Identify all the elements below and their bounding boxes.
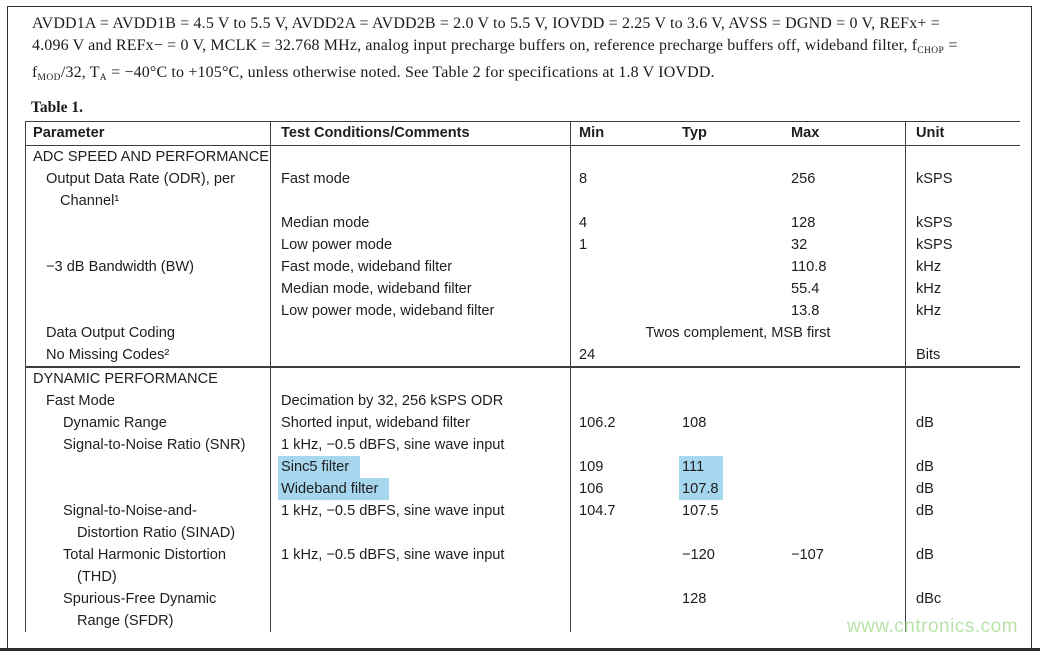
parameter-text: Dynamic Range [63,415,167,431]
unit-cell: dB [916,503,934,519]
unit-cell: kSPS [916,237,953,253]
max-cell: 32 [791,237,808,253]
typ-cell [676,478,786,500]
min-cell [571,146,676,168]
min-cell [571,588,676,632]
condition-text: Low power mode [281,237,393,253]
values-cell [571,478,906,500]
conditions-cell [271,478,571,500]
max-cell: 128 [791,215,816,231]
max-cell [786,456,905,478]
typ-cell: 107.5 [682,503,719,519]
parameter-cell [26,234,271,256]
max-cell [786,412,905,434]
col-header-parameter: Parameter [26,122,271,145]
conditions-cell [271,390,571,412]
conditions-cell [271,412,571,434]
typ-cell [676,256,786,278]
parameter-cell [26,588,271,632]
parameter-cell [26,478,271,500]
typ-cell [676,146,786,168]
table-row [26,412,1020,434]
typ-cell [676,278,786,300]
parameter-text: Output Data Rate (ODR), per [46,171,235,187]
parameter-text: Total Harmonic Distortion [63,547,227,563]
note-text: /32, T [60,64,100,81]
note-line-3 [32,62,1017,89]
values-cell [571,256,906,278]
max-cell [786,344,905,366]
unit-cell: kHz [916,281,942,297]
typ-cell [676,234,786,256]
table-row [26,234,1020,256]
note-text: f [32,64,38,81]
typ-cell [676,300,786,322]
parameter-text: Spurious-Free Dynamic [63,591,217,607]
unit-cell [906,322,1021,344]
parameter-cell [26,368,271,390]
min-cell: 8 [579,171,588,187]
max-cell [786,478,905,500]
unit-cell: dB [916,459,934,475]
conditions-cell [271,434,571,456]
min-cell [571,368,676,390]
min-cell: 109 [579,459,604,475]
condition-text: Shorted input, wideband filter [281,415,471,431]
parameter-text: Range (SFDR) [77,613,174,629]
values-cell [571,300,906,322]
note-text: AVDD1A = AVDD1B = 4.5 V to 5.5 V, AVDD2A = AVDD2B = 2.0 V to 5.5 V, IOVDD = 2.25 V to 3.6 V, AVSS = DGND = 0 V, REFx+ = [32,15,940,32]
table-row [26,212,1020,234]
max-cell: 256 [791,171,816,187]
parameter-cell [26,300,271,322]
values-cell [571,212,906,234]
unit-cell: dBc [916,591,942,607]
unit-cell: kSPS [916,171,953,187]
parameter-text: Channel¹ [60,193,120,209]
values-cell [571,234,906,256]
max-cell [786,146,905,168]
unit-cell [906,390,1021,412]
conditions-cell [271,212,571,234]
unit-cell: kHz [916,303,942,319]
note-line-2 [32,35,1017,62]
values-cell [571,434,906,456]
col-header-values [571,122,906,145]
table-row [26,434,1020,456]
subscript-text: CHOP [917,46,945,56]
col-header-max: Max [791,125,820,141]
values-cell [571,390,906,412]
conditions-cell [271,256,571,278]
max-cell: −107 [791,547,824,563]
condition-text: Low power mode, wideband filter [281,303,495,319]
unit-cell: dB [916,415,934,431]
subscript-text: A [99,73,107,83]
parameter-text: −3 dB Bandwidth (BW) [46,259,195,275]
operating-conditions-note [32,13,1017,89]
max-cell: 110.8 [791,259,827,275]
parameter-cell [26,278,271,300]
section-row [26,366,1020,390]
condition-text: 1 kHz, −0.5 dBFS, sine wave input [281,503,505,519]
section-label: DYNAMIC PERFORMANCE [33,371,218,387]
max-cell: 13.8 [791,303,820,319]
typ-cell [676,456,786,478]
table-row [26,322,1020,344]
values-cell [571,278,906,300]
col-header-typ: Typ [682,125,707,141]
condition-text: Median mode [281,215,370,231]
parameter-cell [26,434,271,456]
conditions-cell [271,544,571,588]
section-label: ADC SPEED AND PERFORMANCE [33,149,269,165]
parameter-cell [26,168,271,212]
table-row [26,256,1020,278]
table-row [26,544,1020,588]
spanned-value: Twos complement, MSB first [645,325,831,341]
parameter-cell [26,500,271,544]
unit-cell [906,368,1021,390]
min-cell [571,544,676,588]
min-cell: 106.2 [579,415,616,431]
typ-cell [676,368,786,390]
conditions-cell [271,300,571,322]
unit-cell: kHz [916,259,942,275]
table-body [26,146,1020,632]
unit-cell: kSPS [916,215,953,231]
unit-cell [906,146,1021,168]
min-cell: 106 [579,481,604,497]
spec-table [25,121,1020,632]
min-cell [571,300,676,322]
values-cell [571,412,906,434]
parameter-text: Data Output Coding [46,325,175,341]
values-cell [571,544,906,588]
parameter-text: No Missing Codes² [46,347,170,363]
condition-text: 1 kHz, −0.5 dBFS, sine wave input [281,437,505,453]
table-row [26,390,1020,412]
min-cell [571,256,676,278]
parameter-text: (THD) [77,569,117,585]
max-cell [786,434,905,456]
table-title: Table 1. [31,99,83,116]
parameter-cell [26,344,271,366]
typ-cell: 108 [682,415,707,431]
note-text: = −40°C to +105°C, unless otherwise noted. See Table 2 for specifications at 1.8 V IOVDD. [106,64,715,81]
parameter-cell [26,390,271,412]
watermark: www.cntronics.com [846,616,1018,637]
table-row [26,168,1020,212]
typ-cell [676,434,786,456]
conditions-cell [271,168,571,212]
conditions-cell [271,368,571,390]
parameter-text: Distortion Ratio (SINAD) [77,525,236,541]
unit-cell: dB [916,481,934,497]
values-cell [571,368,906,390]
min-cell: 1 [579,237,588,253]
typ-cell [676,390,786,412]
min-cell [571,278,676,300]
parameter-cell [26,456,271,478]
unit-cell: dB [916,547,934,563]
table-row [26,278,1020,300]
condition-text: Fast mode, wideband filter [281,259,453,275]
table-row [26,300,1020,322]
typ-cell: −120 [682,547,715,563]
max-cell [786,500,905,544]
condition-text: Median mode, wideband filter [281,281,472,297]
parameter-cell [26,322,271,344]
min-cell [571,434,676,456]
highlighted-typ-value: 107.8 [679,478,723,500]
parameter-cell [26,256,271,278]
section-row [26,146,1020,168]
parameter-text: Fast Mode [46,393,115,409]
conditions-cell [271,500,571,544]
table-row [26,344,1020,366]
condition-text: Fast mode [281,171,350,187]
highlighted-condition: Sinc5 filter [278,456,360,478]
page-bottom-rule [0,648,1040,651]
values-cell [571,500,906,544]
values-cell [571,168,906,212]
conditions-cell [271,278,571,300]
max-cell [786,368,905,390]
min-cell: 24 [579,347,596,363]
conditions-cell [271,588,571,632]
note-text: 4.096 V and REFx− = 0 V, MCLK = 32.768 MHz, analog input precharge buffers on, reference precharge buffers off, wideband filter, f [32,37,918,54]
parameter-text: Signal-to-Noise Ratio (SNR) [63,437,246,453]
min-cell: 104.7 [579,503,616,519]
values-cell [571,322,906,344]
col-header-unit: Unit [916,125,945,141]
values-cell [571,456,906,478]
highlighted-typ-value: 111 [679,456,723,478]
typ-cell [676,212,786,234]
typ-cell: 128 [682,591,707,607]
values-cell [571,146,906,168]
conditions-cell [271,456,571,478]
condition-text: 1 kHz, −0.5 dBFS, sine wave input [281,547,505,563]
conditions-cell [271,344,571,366]
parameter-cell [26,212,271,234]
condition-text: Decimation by 32, 256 kSPS ODR [281,393,504,409]
highlighted-condition: Wideband filter [278,478,389,500]
note-text: = [944,37,958,54]
parameter-cell [26,146,271,168]
typ-cell [676,168,786,212]
conditions-cell [271,234,571,256]
note-line-1 [32,13,1017,35]
subscript-text: MOD [37,73,61,83]
max-cell [786,390,905,412]
col-header-conditions: Test Conditions/Comments [271,122,571,145]
values-cell [571,344,906,366]
col-header-min: Min [579,125,605,141]
parameter-text: Signal-to-Noise-and- [63,503,197,519]
min-cell: 4 [579,215,588,231]
max-cell: 55.4 [791,281,820,297]
table-row [26,500,1020,544]
conditions-cell [271,322,571,344]
unit-cell: Bits [916,347,941,363]
table-row [26,478,1020,500]
parameter-cell [26,544,271,588]
conditions-cell [271,146,571,168]
unit-cell [906,434,1021,456]
parameter-cell [26,412,271,434]
table-header-row [26,121,1020,146]
table-row [26,456,1020,478]
min-cell [571,390,676,412]
typ-cell [676,344,786,366]
